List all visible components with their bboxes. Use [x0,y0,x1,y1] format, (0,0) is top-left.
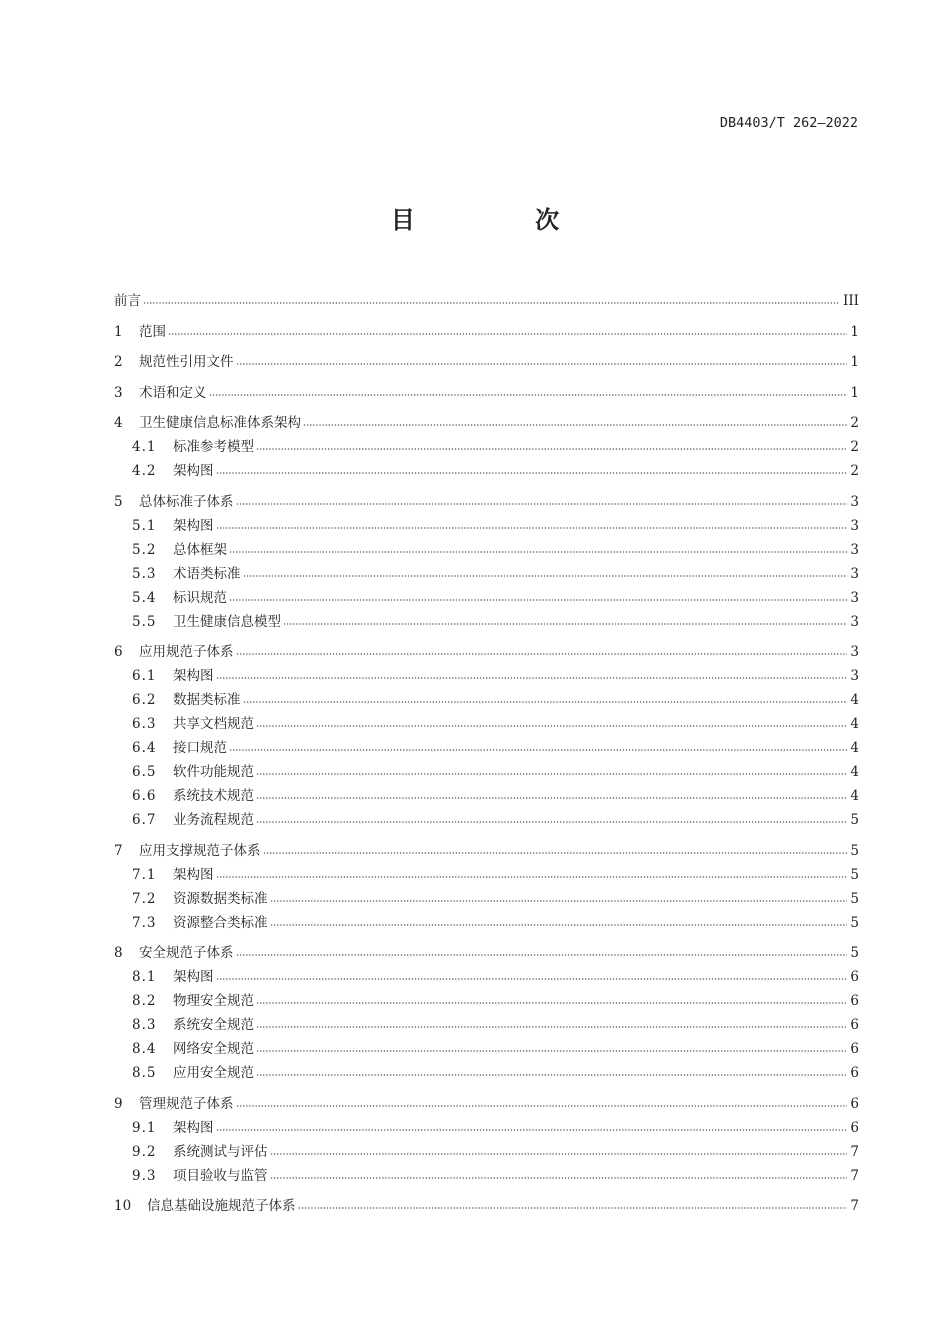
toc-entry-title: 术语和定义 [139,384,207,401]
toc-entry-number: 6.2 [132,692,157,708]
toc-entry-title: 总体标准子体系 [139,493,234,510]
toc-dot-leader [209,392,848,398]
toc-entry-number: 4.1 [132,439,157,455]
toc-dot-leader [216,675,848,681]
toc-entry-number: 6 [114,644,123,660]
toc-entry-number: 5.5 [132,613,157,630]
toc-entry-number: 6.3 [132,716,157,732]
toc-subentry[interactable] [132,910,859,932]
toc-subentry[interactable] [132,988,859,1010]
toc-page-number: 1 [850,354,859,370]
toc-entry[interactable] [114,288,859,310]
toc-dot-leader [236,501,848,507]
toc-entry-number: 7.1 [132,866,157,883]
toc-dot-leader [236,361,848,367]
toc-entry-title: 术语类标准 [173,565,241,582]
toc-dot-leader [168,331,847,337]
toc-entry-title: 系统安全规范 [173,1017,254,1033]
toc-subentry[interactable] [132,687,859,709]
toc-entry[interactable] [114,639,859,661]
toc-entry-number: 3 [114,384,123,401]
toc-page-number: 5 [850,866,859,883]
toc-dot-leader [216,1127,848,1133]
toc-page-number: 2 [850,439,859,455]
toc-page-number: 2 [850,463,859,479]
toc-page-number: 7 [850,1167,859,1184]
toc-entry-title: 共享文档规范 [173,716,254,732]
toc-subentry[interactable] [132,783,859,805]
toc-page-number: 3 [850,613,859,630]
toc-dot-leader [256,771,847,777]
toc-dot-leader [270,898,848,904]
toc-entry[interactable] [114,1193,859,1215]
toc-entry-number: 10 [114,1198,132,1214]
toc-subentry[interactable] [132,609,859,631]
toc-page-number: 6 [850,993,859,1009]
toc-page-number: 5 [850,812,859,828]
toc-entry-title: 架构图 [173,1119,214,1136]
toc-entry-number: 4 [114,415,123,431]
toc-subentry[interactable] [132,735,859,757]
toc-entry[interactable] [114,1091,859,1113]
toc-entry-title: 前言 [114,293,141,309]
toc-dot-leader [256,446,847,452]
toc-page-number: 5 [850,842,859,859]
toc-entry-title: 数据类标准 [173,692,241,708]
toc-entry-number: 5.3 [132,565,157,582]
toc-page-number: 1 [850,323,859,340]
toc-subentry[interactable] [132,561,859,583]
toc-dot-leader [256,1048,847,1054]
toc-page-number: 7 [850,1198,859,1214]
toc-entry-number: 5.2 [132,541,157,558]
page-title: 目 次 [390,206,616,234]
toc-page-number: 6 [850,1065,859,1081]
toc-subentry[interactable] [132,886,859,908]
toc-page-number: 3 [850,644,859,660]
toc-dot-leader [243,699,848,705]
toc-entry-title: 物理安全规范 [173,993,254,1009]
toc-page-number: 6 [850,1041,859,1057]
toc-entry-number: 6.7 [132,812,157,828]
toc-dot-leader [229,597,847,603]
toc-page-number: 3 [850,541,859,558]
toc-entry-title: 总体框架 [173,541,227,558]
toc-dot-leader [236,952,848,958]
toc-dot-leader [216,525,848,531]
toc-page-number: 2 [850,415,859,431]
toc-subentry[interactable] [132,1115,859,1137]
toc-entry-title: 系统测试与评估 [173,1143,268,1160]
toc-entry-number: 1 [114,323,123,340]
toc-entry-title: 网络安全规范 [173,1041,254,1057]
toc-dot-leader [256,1024,847,1030]
toc-dot-leader [256,1000,847,1006]
toc-dot-leader [216,976,848,982]
toc-entry-title: 应用规范子体系 [139,644,234,660]
toc-subentry[interactable] [132,458,859,480]
toc-dot-leader [256,795,847,801]
toc-entry-number: 5 [114,493,123,510]
toc-dot-leader [216,874,848,880]
toc-entry-title: 业务流程规范 [173,812,254,828]
toc-page-number: 4 [850,692,859,708]
toc-page-number: 6 [850,1119,859,1136]
toc-dot-leader [256,1072,847,1078]
toc-page-number: 3 [850,589,859,606]
toc-entry-number: 5.4 [132,589,157,606]
toc-subentry[interactable] [132,711,859,733]
toc-page-number: 4 [850,740,859,756]
toc-entry-title: 架构图 [173,668,214,684]
toc-entry[interactable] [114,838,859,860]
toc-subentry[interactable] [132,585,859,607]
toc-dot-leader [143,300,840,306]
toc-page-number: 3 [850,517,859,534]
toc-entry-number: 4.2 [132,463,157,479]
toc-entry-title: 架构图 [173,969,214,985]
toc-subentry[interactable] [132,513,859,535]
document-code: DB4403/T 262—2022 [719,115,858,131]
toc-subentry[interactable] [132,1163,859,1185]
toc-entry-title: 信息基础设施规范子体系 [147,1198,296,1214]
toc-subentry[interactable] [132,807,859,829]
toc-page-number: 5 [850,914,859,931]
toc-entry-number: 7.3 [132,914,157,931]
toc-entry-title: 标识规范 [173,589,227,606]
toc-entry-number: 8.1 [132,969,157,985]
toc-entry-number: 2 [114,354,123,370]
toc-subentry[interactable] [132,964,859,986]
toc-dot-leader [256,819,847,825]
toc-dot-leader [270,1175,848,1181]
toc-dot-leader [216,470,848,476]
toc-page-number: 4 [850,716,859,732]
toc-page-number: 3 [850,493,859,510]
toc-page-number: 3 [850,668,859,684]
toc-entry-number: 5.1 [132,517,157,534]
toc-dot-leader [270,1151,848,1157]
toc-entry-number: 6.4 [132,740,157,756]
toc-entry-number: 8.4 [132,1041,157,1057]
toc-entry-title: 架构图 [173,463,214,479]
toc-entry[interactable] [114,410,859,432]
toc-dot-leader [229,747,847,753]
toc-subentry[interactable] [132,1036,859,1058]
toc-page-number: 5 [850,890,859,907]
toc-entry-title: 资源数据类标准 [173,890,268,907]
toc-page-number: 1 [850,384,859,401]
toc-entry-title: 应用安全规范 [173,1065,254,1081]
toc-subentry[interactable] [132,1060,859,1082]
toc-dot-leader [303,422,847,428]
toc-dot-leader [283,621,847,627]
toc-page-number: 6 [850,1095,859,1112]
toc-dot-leader [236,1103,848,1109]
toc-entry-title: 卫生健康信息模型 [173,613,281,630]
toc-entry-number: 6.1 [132,668,157,684]
toc-entry-title: 范围 [139,323,166,340]
toc-entry-title: 软件功能规范 [173,764,254,780]
toc-entry-number: 9 [114,1095,123,1112]
toc-dot-leader [263,850,848,856]
toc-page-number: 6 [850,969,859,985]
toc-entry-number: 8.2 [132,993,157,1009]
toc-entry-title: 资源整合类标准 [173,914,268,931]
toc-entry-title: 卫生健康信息标准体系架构 [139,415,301,431]
toc-entry[interactable] [114,349,859,371]
toc-page-number: 6 [850,1017,859,1033]
toc-entry-number: 9.2 [132,1143,157,1160]
toc-subentry[interactable] [132,759,859,781]
toc-entry[interactable] [114,940,859,962]
toc-entry-title: 接口规范 [173,740,227,756]
toc-page-number: 7 [850,1143,859,1160]
toc-page-number: 5 [850,945,859,961]
toc-dot-leader [236,651,848,657]
toc-dot-leader [270,922,848,928]
toc-subentry[interactable] [132,434,859,456]
toc-entry-number: 8.3 [132,1017,157,1033]
toc-subentry[interactable] [132,663,859,685]
toc-entry-number: 8 [114,945,123,961]
toc-page-number: 4 [850,788,859,804]
toc-dot-leader [298,1205,848,1211]
toc-entry-title: 标准参考模型 [173,439,254,455]
toc-entry-title: 规范性引用文件 [139,354,234,370]
toc-entry-number: 7.2 [132,890,157,907]
toc-entry-title: 架构图 [173,866,214,883]
toc-dot-leader [256,723,847,729]
toc-entry[interactable] [114,319,859,341]
toc-page-number: 4 [850,764,859,780]
toc-page-number: 3 [850,565,859,582]
toc-entry-title: 项目验收与监管 [173,1167,268,1184]
toc-entry-number: 9.3 [132,1167,157,1184]
toc-entry-title: 系统技术规范 [173,788,254,804]
toc-entry-title: 应用支撑规范子体系 [139,842,261,859]
toc-dot-leader [229,549,847,555]
toc-entry-number: 6.5 [132,764,157,780]
toc-subentry[interactable] [132,1012,859,1034]
toc-subentry[interactable] [132,1139,859,1161]
toc-subentry[interactable] [132,537,859,559]
toc-entry-number: 8.5 [132,1065,157,1081]
toc-entry-title: 安全规范子体系 [139,945,234,961]
toc-dot-leader [243,573,848,579]
toc-page-number: III [843,293,859,309]
toc-entry[interactable] [114,380,859,402]
toc-entry-title: 架构图 [173,517,214,534]
toc-entry-title: 管理规范子体系 [139,1095,234,1112]
toc-entry-number: 7 [114,842,123,859]
toc-entry[interactable] [114,489,859,511]
toc-subentry[interactable] [132,862,859,884]
toc-entry-number: 9.1 [132,1119,157,1136]
toc-entry-number: 6.6 [132,788,157,804]
